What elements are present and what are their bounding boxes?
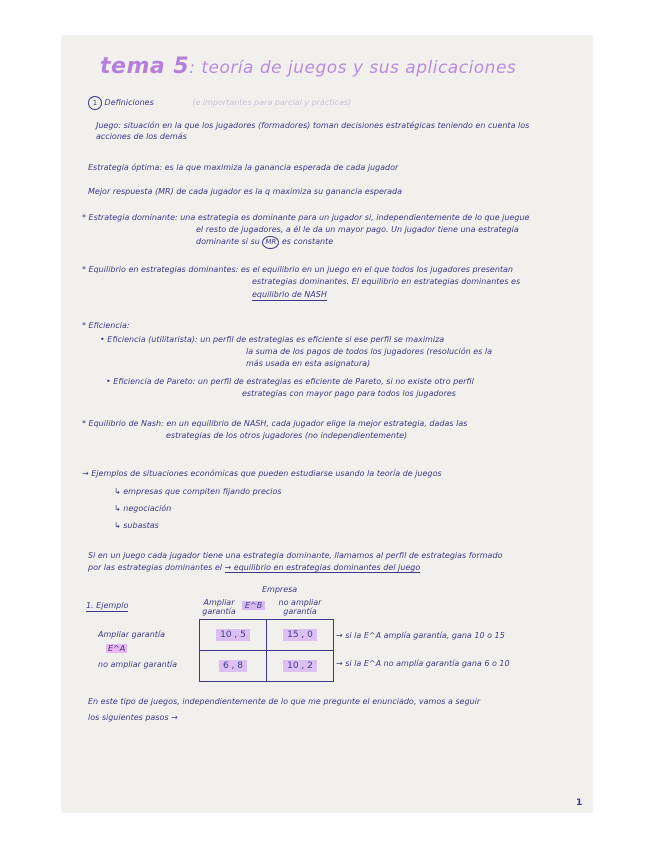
def-nash-l2: estrategias de los otros jugadores (no independientemente) (166, 431, 408, 440)
def-dominante-l3: dominante si su MR es constante (196, 236, 333, 249)
col-header-no-ampliar: no ampliar garantía (278, 598, 322, 616)
dominantes-l2: por las estrategias dominantes el → equilibrio en estrategias dominantes del juego (88, 563, 421, 572)
row-label-no-ampliar: no ampliar garantía (98, 660, 177, 669)
def-mejor-respuesta: Mejor respuesta (MR) de cada jugador es la q maximiza su ganancia esperada (88, 187, 403, 196)
dominantes-l1: Si en un juego cada jugador tiene una estrategia dominante, llamamos al perfil de estrategias formado (88, 551, 503, 560)
row-label-ea: E^A (108, 644, 126, 653)
page-title: tema 5: teoría de juegos y sus aplicaciones (100, 54, 517, 79)
payoff-cell: 10 , 5 (200, 620, 267, 651)
def-eficiencia-b1-l2: la suma de los pagos de todos los jugadores (resolución es la (246, 347, 493, 356)
col-header-eb: E^B (242, 600, 265, 611)
note-amplia: → si la E^A amplía garantía, gana 10 o 15 (336, 631, 505, 640)
closing-l2: los siguientes pasos → (88, 713, 178, 722)
def-dominante-l2: el resto de jugadores, a él le da un mayor pago. Un jugador tiene una estrategia (196, 225, 519, 234)
ejemplo-item-3: ↳ subastas (114, 521, 159, 530)
payoff-cell: 6 , 8 (200, 651, 267, 682)
def-nash-l1: * Equilibrio de Nash: en un equilibrio de NASH, cada jugador elige la mejor estrategia, dadas las (82, 419, 468, 428)
closing-l1: En este tipo de juegos, independientemente de lo que me pregunte el enunciado, vamos a seguir (88, 697, 481, 706)
def-eq-dominantes-l1: * Equilibrio en estrategias dominantes: es el equilibrio en un juego en el que todos los jugadores presentan (82, 265, 514, 274)
ejemplo1-label: 1. Ejemplo (86, 601, 129, 610)
page-number: 1 (576, 798, 583, 808)
def-dominante-l1: * Estrategia dominante: una estrategia es dominante para un jugador si, independientemente de lo que juegue (82, 213, 530, 222)
ejemplo-item-1: ↳ empresas que compiten fijando precios (114, 487, 282, 496)
def-eficiencia-header: * Eficiencia: (82, 321, 130, 330)
note-no-amplia: → si la E^A no amplía garantía gana 6 o 10 (336, 659, 510, 668)
payoff-cell: 15 , 0 (267, 620, 334, 651)
ejemplos-header: → Ejemplos de situaciones económicas que pueden estudiarse usando la teoría de juegos (82, 469, 442, 478)
mr-circle: MR (262, 236, 279, 249)
ejemplo-item-2: ↳ negociación (114, 504, 172, 513)
payoff-matrix (199, 619, 334, 682)
payoff-cell: 10 , 2 (267, 651, 334, 682)
col-header-ampliar: Ampliar garantía (202, 598, 236, 616)
section-number: 1 (88, 96, 102, 110)
def-eq-dominantes-l2: estrategias dominantes. El equilibrio en estrategias dominantes es (252, 277, 521, 286)
empresa-label: Empresa (262, 585, 298, 594)
def-eficiencia-b1-l1: • Eficiencia (utilitarista): un perfil de estrategias es eficiente si ese perfil se maximiza (100, 335, 445, 344)
def-juego: Juego: situación en la que los jugadores (formadores) toman decisiones estratégicas teniendo en cuenta los acciones de los demás (96, 121, 530, 141)
notebook-page (62, 36, 592, 812)
def-eq-dominantes-l3: equilibrio de NASH (252, 290, 327, 299)
def-estrategia-optima: Estrategia óptima: es la que maximiza la ganancia esperada de cada jugador (88, 163, 399, 172)
def-eficiencia-b2-l2: estrategias con mayor pago para todos los jugadores (242, 389, 456, 398)
def-eficiencia-b1-l3: más usada en esta asignatura) (246, 359, 371, 368)
def-eficiencia-b2-l1: • Eficiencia de Pareto: un perfil de estrategias es eficiente de Pareto, si no existe otro perfil (106, 377, 474, 386)
row-label-ampliar: Ampliar garantía (98, 630, 166, 639)
section-header: 1 Definiciones (e importantes para parcial y prácticas) (88, 96, 351, 110)
